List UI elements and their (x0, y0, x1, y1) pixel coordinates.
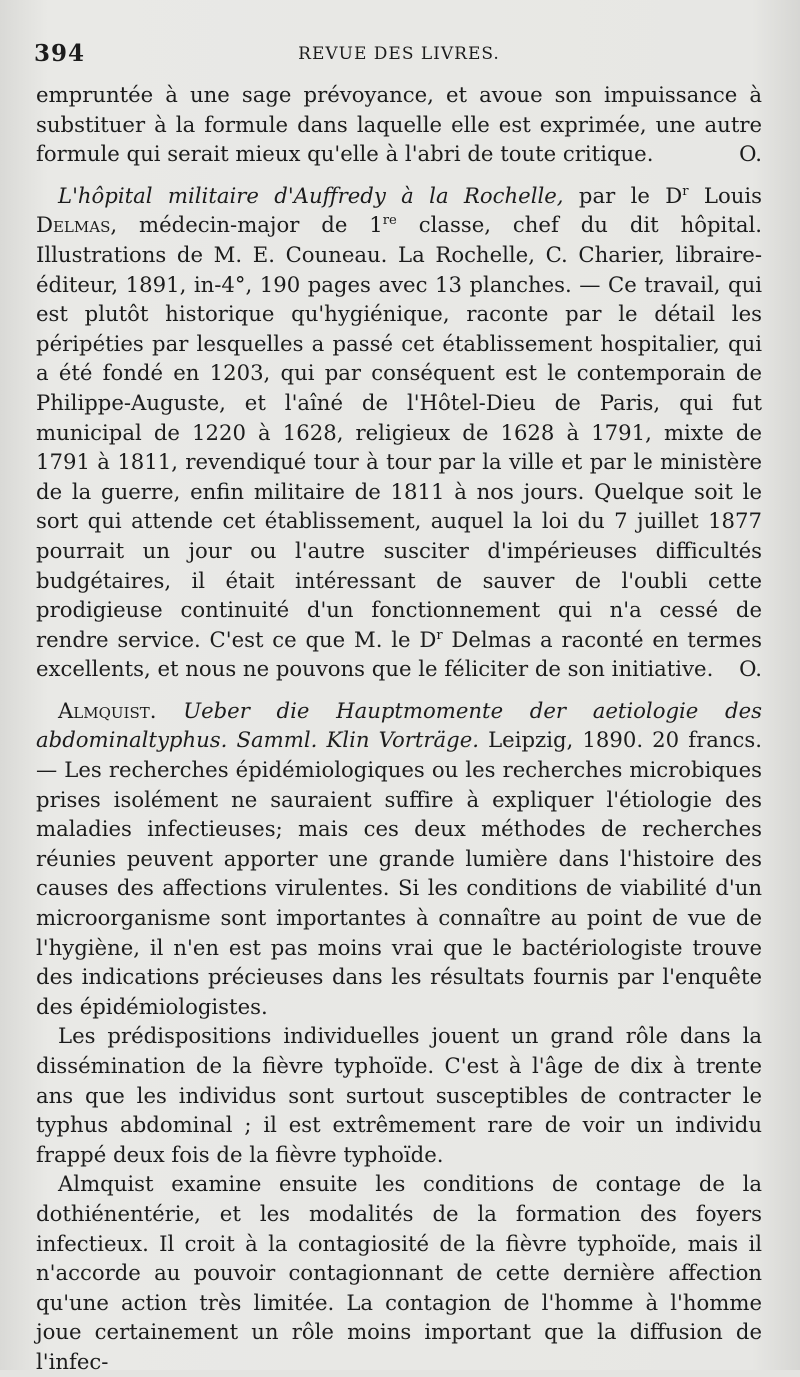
review-signature: O. (739, 141, 762, 167)
page-number: 394 (34, 40, 86, 67)
by-text: par le D (563, 182, 683, 208)
ordinal-superscript: re (382, 213, 397, 229)
review-paragraph-3: Almquist examine ensuite les conditions de contage de la dothiénentérie, et les modalités de la formation des foyers infectieux. Il croit à la contagiosité de la fièvre typhoïde, mais il n'accorde au pouvoir contagionnant de cette dernière affection qu'une action très limitée. La contagion de l'homme à l'homme joue certainement un rôle moins important que la diffusion de l'infec- (36, 1171, 762, 1374)
author-last-name: Delmas (36, 212, 111, 238)
author-role-text: , médecin-major de 1 (110, 212, 383, 238)
author-first-name: Louis (688, 182, 762, 208)
author-name: Almquist. (58, 697, 157, 723)
running-head: REVUE DES LIVRES. (298, 44, 500, 64)
review-paragraph-2: Les prédispositions individuelles jouent un grand rôle dans la dissémination de la fièvre typhoïde. C'est à l'âge de dix à trente ans que les individus sont surtout susceptibles de contracter le typhus abdominal ; il est extrêmement rare de voir un individu frappé deux fois de la fièvre typhoïde. (36, 1023, 762, 1167)
review-body-text: classe, chef du dit hôpital. Illustrations de M. E. Couneau. La Rochelle, C. Charier, libraire-éditeur, 1891, in-4°, 190 pages avec 13 planches. — Ce travail, qui est plutôt historique qu'hygiénique, raconte par le détail les péripéties par lesquelles a passé cet établissement hospitalier, qui a été fondé en 1203, qui par conséquent est le contemporain de Philippe-Auguste, et l'aîné de l'Hôtel-Dieu de Paris, qui fut municipal de 1220 à 1628, religieux de 1628 à 1791, mixte de 1791 à 1811, revendiqué tour à tour par la ville et par le ministère de la guerre, enfin militaire de 1811 à nos jours. Quelque soit le sort qui attende cet établissement, auquel la loi du 7 juillet 1877 pourrait un jour ou l'autre susciter d'impérieuses difficultés budgétaires, il était intéressant de sauver de l'oubli cette prodigieuse continuité d'un fonctionnement qui n'a cessé de rendre service. C'est ce que M. le D (36, 212, 762, 652)
review-hopital-paragraph (36, 181, 762, 684)
book-title: Ueber die Hauptmomente der aetiologie des abdominaltyphus. Samml. Klin Vorträge. (36, 697, 762, 753)
page-header (34, 36, 764, 70)
dr-superscript: r (436, 627, 443, 643)
dr-superscript: r (682, 183, 689, 199)
review-almquist-paragraph (36, 696, 762, 1022)
page-body (36, 80, 762, 1377)
book-title: L'hôpital militaire d'Auffredy à la Rochelle, (58, 182, 564, 208)
review-body-end-text: Delmas a raconté en termes excellents, et nous ne pouvons que le féliciter de son initiative. (36, 626, 762, 682)
review-signature: O. (739, 656, 762, 682)
review-ending-text: empruntée à une sage prévoyance, et avoue son impuissance à substituer à la formule dans laquelle elle est exprimée, une autre formule qui serait mieux qu'elle à l'abri de toute critique. (36, 82, 762, 167)
review-body-text: Leipzig, 1890. 20 francs. — Les recherches épidémiologiques ou les recherches microbiques prises isolément ne sauraient suffire à expliquer l'étiologie des maladies infectieuses; mais ces deux méthodes de recherches réunies peuvent apporter une grande lumière dans l'histoire des causes des affections virulentes. Si les conditions de viabilité d'un microorganisme sont importantes à connaître au point de vue de l'hygiène, il n'en est pas moins vrai que le bactériologiste trouve des indications précieuses dans les résultats fournis par l'enquête des épidémiologistes. (36, 727, 762, 1019)
review-ending-paragraph (36, 80, 762, 169)
